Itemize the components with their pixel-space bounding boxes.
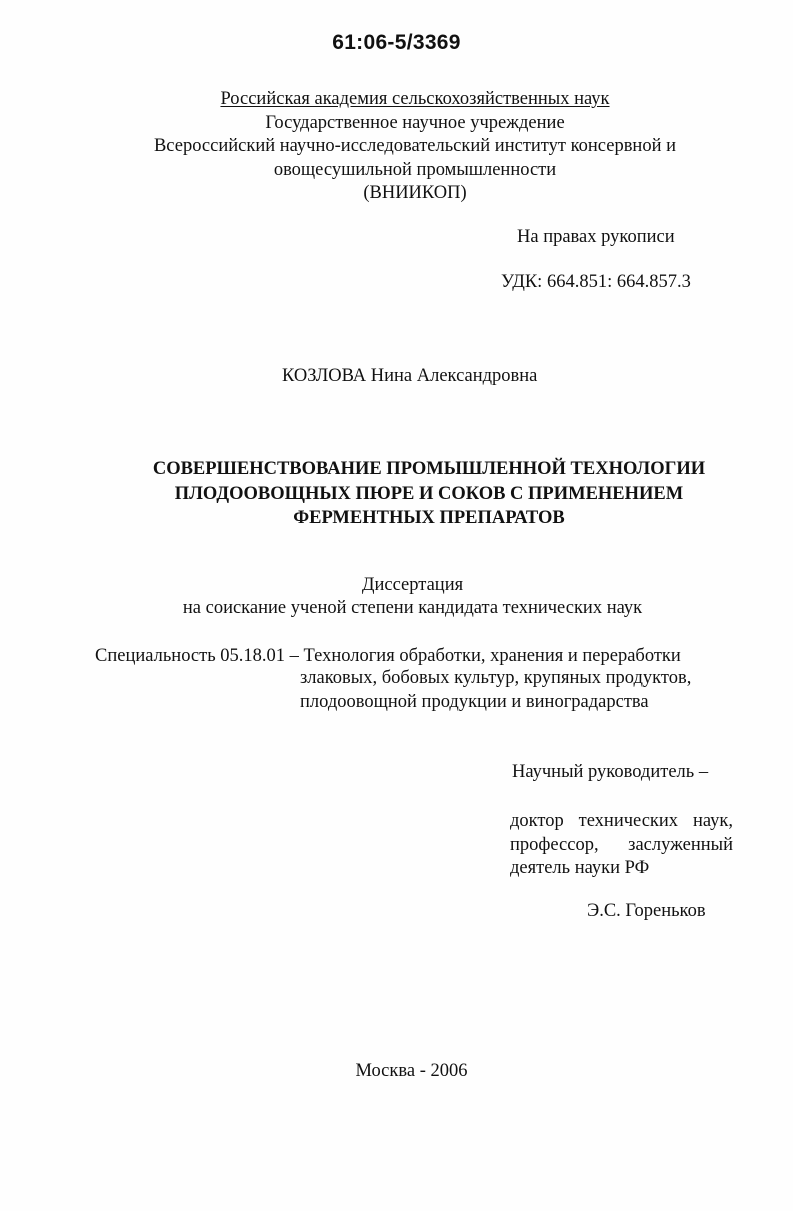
academy-name: Российская академия сельскохозяйственных наук	[220, 89, 610, 109]
title-line2: ПЛОДООВОЩНЫХ ПЮРЕ И СОКОВ С ПРИМЕНЕНИЕМ	[174, 483, 684, 504]
advisor-word: доктор	[510, 811, 564, 831]
specialty-line2: злаковых, бобовых культур, крупяных продуктов,	[300, 668, 692, 688]
author-name: КОЗЛОВА Нина Александровна	[282, 366, 538, 386]
specialty-line1: Специальность 05.18.01 – Технология обработки, хранения и переработки	[95, 646, 681, 666]
degree-statement: на соискание ученой степени кандидата технических наук	[182, 598, 643, 618]
advisor-label: Научный руководитель –	[512, 762, 709, 782]
dissertation-title	[0, 457, 793, 531]
advisor-credentials-line1	[510, 810, 733, 834]
advisor-word: заслуженный	[628, 834, 733, 855]
archive-code: 61:06-5/3369	[332, 31, 461, 54]
advisor-credentials-line2	[510, 834, 733, 858]
institute-abbreviation: (ВНИИКОП)	[363, 183, 467, 203]
udc-code: УДК: 664.851: 664.857.3	[501, 272, 691, 292]
work-type: Диссертация	[361, 575, 464, 595]
advisor-credentials-line3: деятель науки РФ	[510, 858, 650, 878]
title-line3: ФЕРМЕНТНЫХ ПРЕПАРАТОВ	[293, 508, 565, 528]
advisor-word: профессор,	[510, 834, 599, 855]
institution-type: Государственное научное учреждение	[265, 112, 565, 133]
city-year: Москва - 2006	[355, 1061, 468, 1081]
manuscript-rights: На правах рукописи	[517, 227, 675, 247]
advisor-name: Э.С. Гореньков	[587, 901, 706, 921]
specialty-line3: плодоовощной продукции и виноградарства	[300, 692, 649, 712]
advisor-word: наук,	[692, 811, 733, 831]
title-line1: СОВЕРШЕНСТВОВАНИЕ ПРОМЫШЛЕННОЙ ТЕХНОЛОГИИ	[152, 459, 706, 479]
institute-name-line2: овощесушильной промышленности	[273, 159, 557, 180]
institution-block	[0, 88, 793, 206]
advisor-word: технических	[578, 811, 679, 831]
advisor-credentials	[510, 810, 733, 881]
institute-name-line1: Всероссийский научно-исследовательский институт консервной и	[153, 136, 677, 156]
